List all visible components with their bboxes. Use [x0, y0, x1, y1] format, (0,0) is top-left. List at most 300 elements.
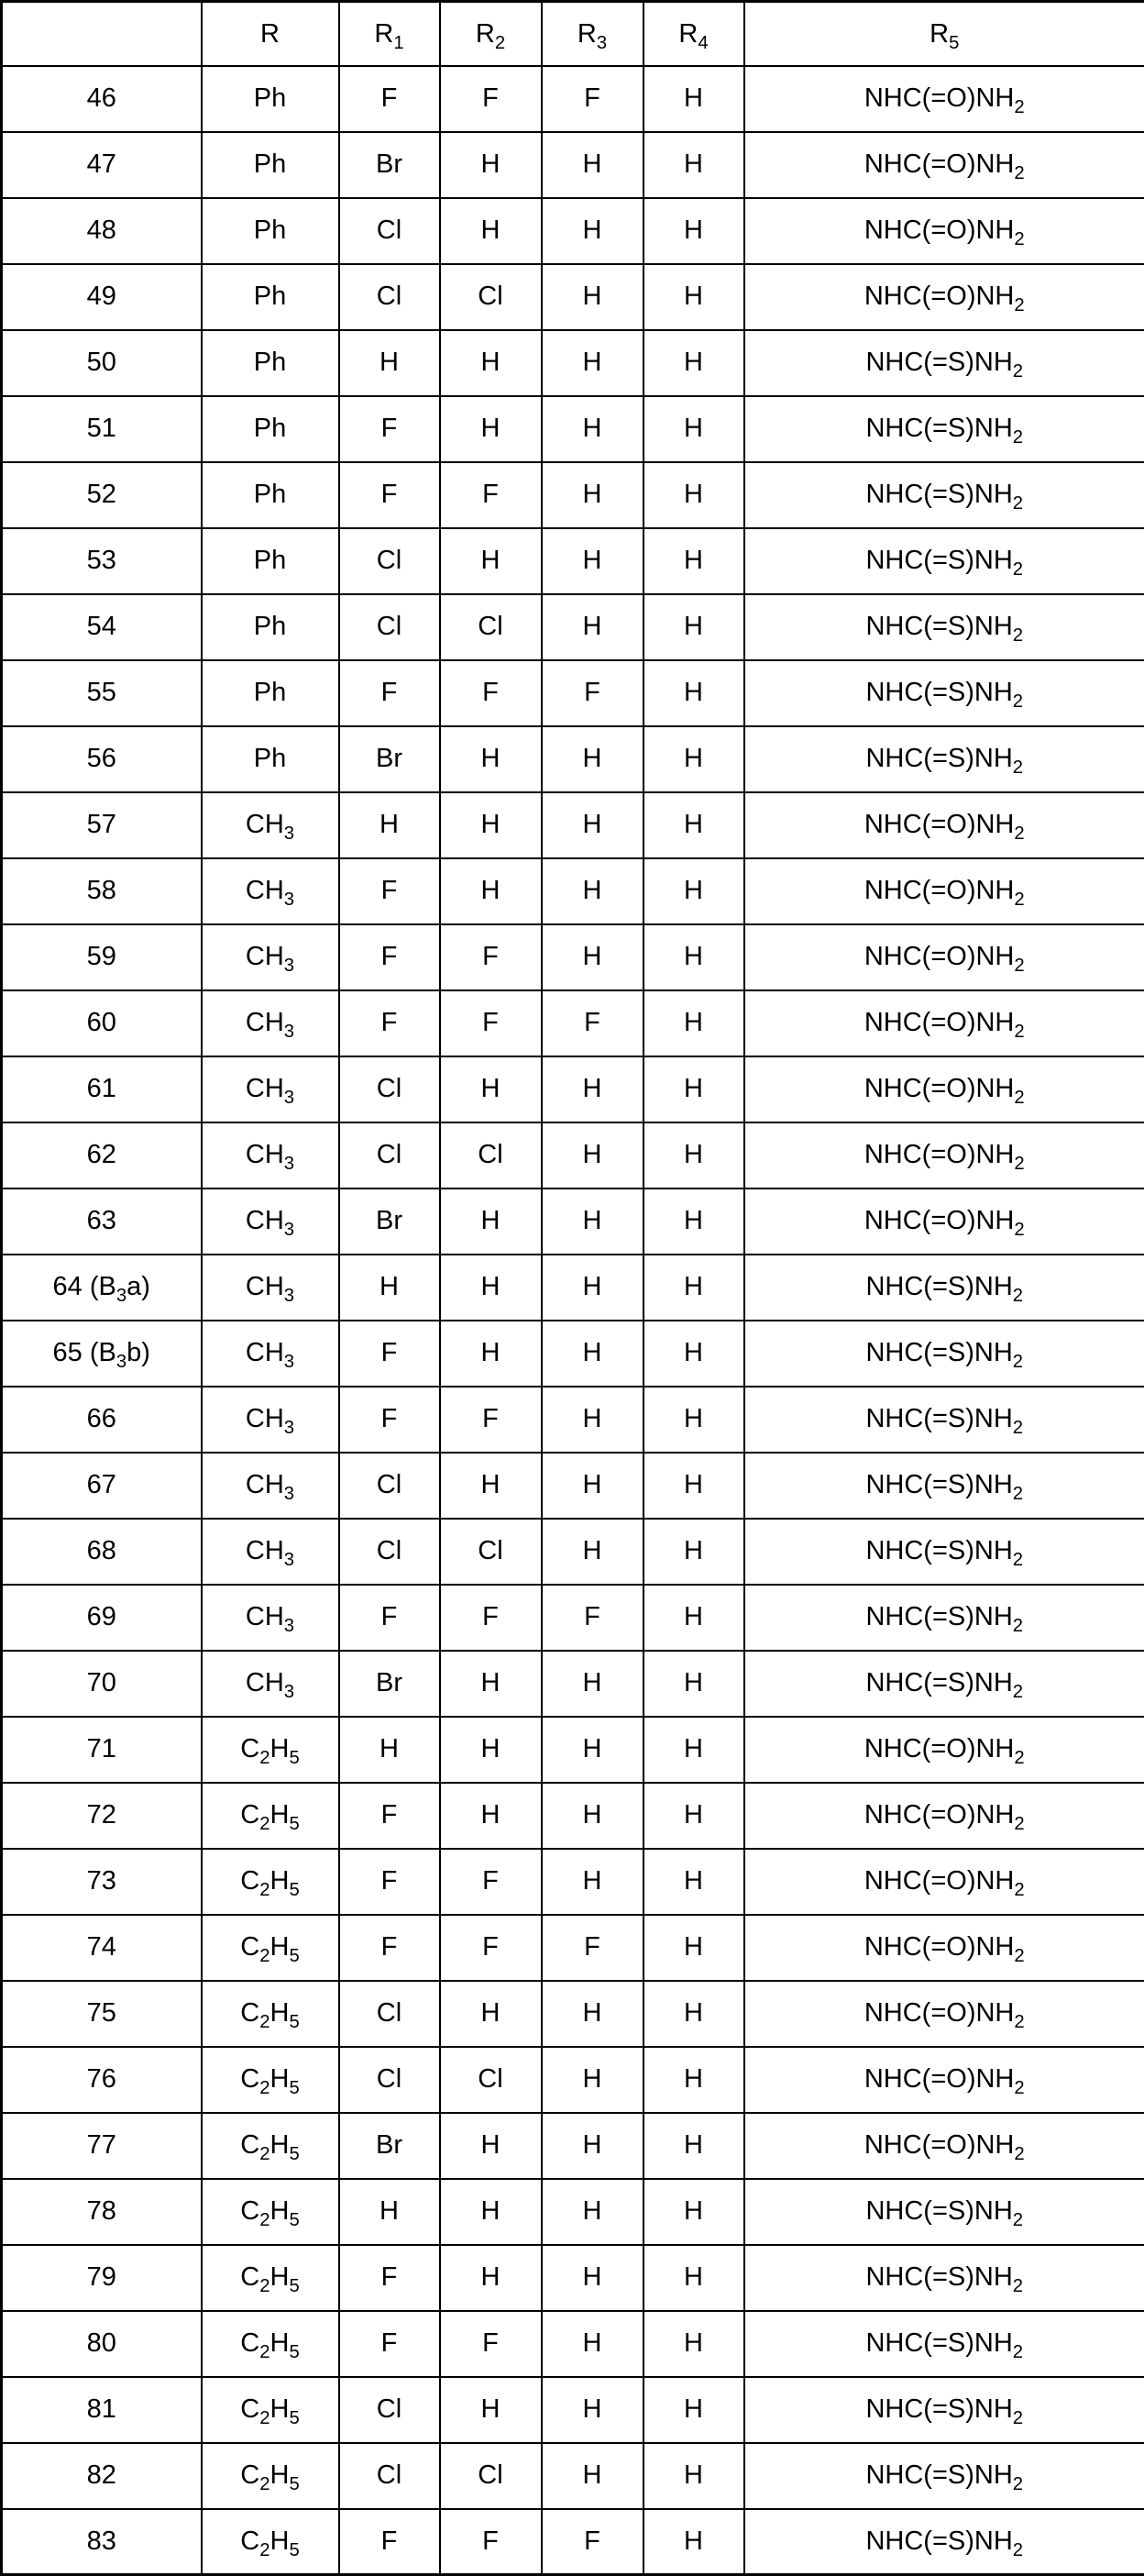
table-row: [2, 2113, 1144, 2179]
cell-r4-value: H: [644, 66, 744, 132]
cell-compound-number: 66: [2, 1387, 202, 1453]
cell-r3-value: H: [542, 1056, 644, 1122]
cell-r2-value: Cl: [440, 264, 542, 330]
cell-r1-value: F: [339, 1585, 440, 1651]
cell-r4-value: H: [644, 1849, 744, 1915]
cell-compound-number: 78: [2, 2179, 202, 2245]
table-row: [2, 264, 1144, 330]
cell-r1-value: H: [339, 1717, 440, 1783]
cell-r2-value: H: [440, 396, 542, 462]
cell-r2-value: H: [440, 1651, 542, 1717]
cell-r-value: Ph: [202, 330, 339, 396]
cell-r3-value: H: [542, 1783, 644, 1849]
cell-r1-value: F: [339, 990, 440, 1056]
cell-r5-value: $NHC(=S)NH_2$: [744, 660, 1144, 726]
cell-r-value: $C_2H_5$: [202, 2509, 339, 2575]
cell-r1-value: F: [339, 2509, 440, 2575]
table-row: [2, 1915, 1144, 1981]
cell-r2-value: H: [440, 198, 542, 264]
table-row: [2, 2047, 1144, 2113]
cell-r2-value: H: [440, 528, 542, 594]
cell-r2-value: F: [440, 2311, 542, 2377]
column-header-r4: $R_4$: [644, 2, 744, 66]
cell-r1-value: F: [339, 858, 440, 924]
cell-compound-number: 82: [2, 2443, 202, 2509]
cell-r3-value: H: [542, 2047, 644, 2113]
cell-r2-value: F: [440, 924, 542, 990]
cell-r5-value: $NHC(=O)NH_2$: [744, 1717, 1144, 1783]
cell-compound-number: 81: [2, 2377, 202, 2443]
cell-r3-value: H: [542, 2311, 644, 2377]
column-header-r1: $R_1$: [339, 2, 440, 66]
table-header: [2, 2, 1144, 66]
cell-r2-value: H: [440, 858, 542, 924]
table-row: [2, 198, 1144, 264]
cell-r3-value: H: [542, 792, 644, 858]
cell-compound-number: 46: [2, 66, 202, 132]
cell-r-value: $C_2H_5$: [202, 1981, 339, 2047]
cell-r-value: $CH_3$: [202, 1122, 339, 1188]
cell-r3-value: H: [542, 264, 644, 330]
cell-compound-number: 55: [2, 660, 202, 726]
cell-r4-value: H: [644, 528, 744, 594]
cell-r1-value: Cl: [339, 1122, 440, 1188]
table-row: [2, 462, 1144, 528]
cell-r5-value: $NHC(=O)NH_2$: [744, 792, 1144, 858]
cell-r3-value: H: [542, 330, 644, 396]
cell-r-value: Ph: [202, 264, 339, 330]
cell-r1-value: Cl: [339, 2047, 440, 2113]
cell-r3-value: H: [542, 528, 644, 594]
cell-r1-value: F: [339, 2311, 440, 2377]
cell-r-value: Ph: [202, 594, 339, 660]
cell-compound-number: 64 $(B_3a)$: [2, 1255, 202, 1321]
cell-r1-value: Cl: [339, 1981, 440, 2047]
cell-r5-value: $NHC(=S)NH_2$: [744, 1321, 1144, 1387]
cell-r2-value: H: [440, 1453, 542, 1519]
cell-compound-number: 60: [2, 990, 202, 1056]
cell-r2-value: H: [440, 2113, 542, 2179]
cell-r4-value: H: [644, 660, 744, 726]
cell-compound-number: 58: [2, 858, 202, 924]
cell-compound-number: 69: [2, 1585, 202, 1651]
cell-r5-value: $NHC(=O)NH_2$: [744, 132, 1144, 198]
cell-r4-value: H: [644, 792, 744, 858]
cell-r4-value: H: [644, 1981, 744, 2047]
cell-r-value: $C_2H_5$: [202, 1717, 339, 1783]
cell-r2-value: H: [440, 1188, 542, 1255]
cell-r3-value: H: [542, 198, 644, 264]
cell-r-value: $C_2H_5$: [202, 1783, 339, 1849]
cell-r1-value: Cl: [339, 2377, 440, 2443]
cell-r-value: Ph: [202, 132, 339, 198]
cell-r5-value: $NHC(=S)NH_2$: [744, 1387, 1144, 1453]
cell-r1-value: Cl: [339, 1519, 440, 1585]
cell-r4-value: H: [644, 330, 744, 396]
cell-r3-value: F: [542, 66, 644, 132]
cell-r1-value: Cl: [339, 594, 440, 660]
cell-r-value: Ph: [202, 462, 339, 528]
table-row: [2, 858, 1144, 924]
cell-r1-value: F: [339, 1915, 440, 1981]
cell-r-value: $CH_3$: [202, 1519, 339, 1585]
cell-r1-value: F: [339, 66, 440, 132]
cell-r4-value: H: [644, 198, 744, 264]
cell-r2-value: H: [440, 1056, 542, 1122]
cell-r5-value: $NHC(=O)NH_2$: [744, 1849, 1144, 1915]
cell-r5-value: $NHC(=S)NH_2$: [744, 1585, 1144, 1651]
cell-r3-value: H: [542, 1122, 644, 1188]
cell-r1-value: F: [339, 924, 440, 990]
cell-r5-value: $NHC(=S)NH_2$: [744, 2245, 1144, 2311]
cell-r4-value: H: [644, 1651, 744, 1717]
cell-r3-value: H: [542, 2443, 644, 2509]
cell-r-value: $C_2H_5$: [202, 2311, 339, 2377]
cell-r2-value: Cl: [440, 1122, 542, 1188]
cell-r3-value: F: [542, 2509, 644, 2575]
cell-r2-value: H: [440, 1783, 542, 1849]
cell-r3-value: F: [542, 1585, 644, 1651]
table-row: [2, 330, 1144, 396]
cell-r1-value: Cl: [339, 198, 440, 264]
cell-r-value: $CH_3$: [202, 924, 339, 990]
cell-compound-number: 71: [2, 1717, 202, 1783]
cell-r4-value: H: [644, 1783, 744, 1849]
cell-r5-value: $NHC(=O)NH_2$: [744, 1056, 1144, 1122]
cell-r2-value: F: [440, 1387, 542, 1453]
cell-r1-value: F: [339, 462, 440, 528]
cell-r-value: Ph: [202, 528, 339, 594]
cell-r5-value: $NHC(=O)NH_2$: [744, 66, 1144, 132]
table-row: [2, 1321, 1144, 1387]
cell-compound-number: 52: [2, 462, 202, 528]
cell-r3-value: F: [542, 660, 644, 726]
cell-r4-value: H: [644, 2047, 744, 2113]
table-row: [2, 1849, 1144, 1915]
cell-r3-value: H: [542, 462, 644, 528]
cell-r2-value: Cl: [440, 2047, 542, 2113]
cell-r5-value: $NHC(=O)NH_2$: [744, 1915, 1144, 1981]
cell-r5-value: $NHC(=S)NH_2$: [744, 1519, 1144, 1585]
cell-r4-value: H: [644, 726, 744, 792]
table-row: [2, 1056, 1144, 1122]
cell-r1-value: F: [339, 1783, 440, 1849]
cell-r3-value: H: [542, 594, 644, 660]
table-row: [2, 2245, 1144, 2311]
cell-r4-value: H: [644, 1585, 744, 1651]
cell-r2-value: H: [440, 2245, 542, 2311]
cell-r5-value: $NHC(=S)NH_2$: [744, 1651, 1144, 1717]
cell-r4-value: H: [644, 1188, 744, 1255]
cell-r4-value: H: [644, 1915, 744, 1981]
table-row: [2, 1122, 1144, 1188]
cell-r5-value: $NHC(=O)NH_2$: [744, 1122, 1144, 1188]
cell-r1-value: Cl: [339, 2443, 440, 2509]
table-row: [2, 792, 1144, 858]
cell-r2-value: F: [440, 66, 542, 132]
cell-r4-value: H: [644, 1519, 744, 1585]
cell-r1-value: H: [339, 330, 440, 396]
table-body: [2, 66, 1144, 2575]
cell-r2-value: F: [440, 462, 542, 528]
cell-r5-value: $NHC(=S)NH_2$: [744, 462, 1144, 528]
cell-compound-number: 83: [2, 2509, 202, 2575]
cell-r1-value: Cl: [339, 1453, 440, 1519]
cell-r2-value: H: [440, 330, 542, 396]
cell-r4-value: H: [644, 2311, 744, 2377]
cell-compound-number: 49: [2, 264, 202, 330]
cell-r-value: $CH_3$: [202, 990, 339, 1056]
cell-compound-number: 51: [2, 396, 202, 462]
cell-r2-value: H: [440, 2179, 542, 2245]
table-row: [2, 2311, 1144, 2377]
cell-r3-value: F: [542, 1915, 644, 1981]
cell-r3-value: H: [542, 1188, 644, 1255]
cell-r4-value: H: [644, 132, 744, 198]
cell-r-value: $CH_3$: [202, 1453, 339, 1519]
cell-r5-value: $NHC(=S)NH_2$: [744, 330, 1144, 396]
cell-r1-value: Br: [339, 726, 440, 792]
cell-r2-value: H: [440, 1255, 542, 1321]
cell-r3-value: H: [542, 1321, 644, 1387]
cell-compound-number: 47: [2, 132, 202, 198]
table-row: [2, 594, 1144, 660]
cell-r2-value: F: [440, 1915, 542, 1981]
cell-r5-value: $NHC(=O)NH_2$: [744, 198, 1144, 264]
cell-r4-value: H: [644, 1717, 744, 1783]
table-row: [2, 1651, 1144, 1717]
cell-r4-value: H: [644, 2113, 744, 2179]
cell-r5-value: $NHC(=S)NH_2$: [744, 2377, 1144, 2443]
cell-r5-value: $NHC(=O)NH_2$: [744, 1981, 1144, 2047]
cell-compound-number: 70: [2, 1651, 202, 1717]
cell-r3-value: H: [542, 2377, 644, 2443]
cell-compound-number: 73: [2, 1849, 202, 1915]
cell-r2-value: H: [440, 1981, 542, 2047]
cell-compound-number: 54: [2, 594, 202, 660]
cell-r-value: $CH_3$: [202, 1188, 339, 1255]
column-header-r2: $R_2$: [440, 2, 542, 66]
cell-r1-value: Cl: [339, 1056, 440, 1122]
cell-r4-value: H: [644, 924, 744, 990]
cell-r4-value: H: [644, 2245, 744, 2311]
table-row: [2, 1453, 1144, 1519]
cell-compound-number: 76: [2, 2047, 202, 2113]
cell-compound-number: 65 $(B_3b)$: [2, 1321, 202, 1387]
cell-compound-number: 77: [2, 2113, 202, 2179]
cell-r5-value: $NHC(=S)NH_2$: [744, 2311, 1144, 2377]
cell-r5-value: $NHC(=S)NH_2$: [744, 2509, 1144, 2575]
cell-r4-value: H: [644, 264, 744, 330]
cell-r4-value: H: [644, 2443, 744, 2509]
cell-r5-value: $NHC(=S)NH_2$: [744, 2179, 1144, 2245]
cell-r3-value: H: [542, 1519, 644, 1585]
cell-r3-value: H: [542, 1387, 644, 1453]
cell-r5-value: $NHC(=S)NH_2$: [744, 1255, 1144, 1321]
cell-r1-value: Br: [339, 2113, 440, 2179]
table-row: [2, 396, 1144, 462]
cell-r2-value: H: [440, 726, 542, 792]
cell-r4-value: H: [644, 1387, 744, 1453]
cell-r4-value: H: [644, 1056, 744, 1122]
cell-r2-value: Cl: [440, 1519, 542, 1585]
cell-r-value: $CH_3$: [202, 858, 339, 924]
cell-r5-value: $NHC(=O)NH_2$: [744, 990, 1144, 1056]
cell-r-value: $C_2H_5$: [202, 2377, 339, 2443]
cell-r-value: $CH_3$: [202, 792, 339, 858]
cell-r-value: Ph: [202, 660, 339, 726]
cell-r-value: $C_2H_5$: [202, 1915, 339, 1981]
cell-compound-number: 59: [2, 924, 202, 990]
cell-r2-value: F: [440, 990, 542, 1056]
table-row: [2, 1981, 1144, 2047]
cell-r3-value: F: [542, 990, 644, 1056]
cell-r5-value: $NHC(=S)NH_2$: [744, 396, 1144, 462]
cell-r-value: $CH_3$: [202, 1056, 339, 1122]
cell-compound-number: 72: [2, 1783, 202, 1849]
cell-r3-value: H: [542, 132, 644, 198]
cell-r1-value: F: [339, 1321, 440, 1387]
cell-r5-value: $NHC(=S)NH_2$: [744, 726, 1144, 792]
cell-r-value: Ph: [202, 66, 339, 132]
cell-r-value: $C_2H_5$: [202, 2443, 339, 2509]
table-row: [2, 1387, 1144, 1453]
cell-r-value: Ph: [202, 198, 339, 264]
cell-r1-value: H: [339, 1255, 440, 1321]
cell-r-value: Ph: [202, 396, 339, 462]
cell-r-value: $C_2H_5$: [202, 2113, 339, 2179]
cell-r5-value: $NHC(=S)NH_2$: [744, 528, 1144, 594]
cell-r5-value: $NHC(=O)NH_2$: [744, 1783, 1144, 1849]
cell-r3-value: H: [542, 924, 644, 990]
cell-compound-number: 79: [2, 2245, 202, 2311]
cell-r4-value: H: [644, 990, 744, 1056]
table-row: [2, 66, 1144, 132]
cell-r1-value: Cl: [339, 264, 440, 330]
cell-compound-number: 61: [2, 1056, 202, 1122]
cell-r1-value: Br: [339, 1651, 440, 1717]
cell-r-value: $C_2H_5$: [202, 2047, 339, 2113]
table-row: [2, 1519, 1144, 1585]
cell-r2-value: F: [440, 660, 542, 726]
cell-r-value: $CH_3$: [202, 1321, 339, 1387]
cell-r4-value: H: [644, 462, 744, 528]
cell-r1-value: F: [339, 1387, 440, 1453]
cell-r-value: $CH_3$: [202, 1387, 339, 1453]
cell-compound-number: 68: [2, 1519, 202, 1585]
cell-compound-number: 57: [2, 792, 202, 858]
cell-r5-value: $NHC(=S)NH_2$: [744, 1453, 1144, 1519]
cell-r2-value: Cl: [440, 594, 542, 660]
cell-r3-value: H: [542, 858, 644, 924]
cell-r2-value: H: [440, 792, 542, 858]
cell-r4-value: H: [644, 1122, 744, 1188]
cell-r-value: $C_2H_5$: [202, 2245, 339, 2311]
cell-r1-value: Br: [339, 132, 440, 198]
cell-r1-value: H: [339, 792, 440, 858]
column-header-compound-number: [2, 2, 202, 66]
table-row: [2, 2179, 1144, 2245]
table-row: [2, 660, 1144, 726]
cell-r-value: $CH_3$: [202, 1651, 339, 1717]
column-header-r5: $R_5$: [744, 2, 1144, 66]
cell-r5-value: $NHC(=O)NH_2$: [744, 2113, 1144, 2179]
cell-r5-value: $NHC(=O)NH_2$: [744, 2047, 1144, 2113]
cell-r1-value: F: [339, 1849, 440, 1915]
table-row: [2, 1717, 1144, 1783]
table-row: [2, 528, 1144, 594]
cell-r5-value: $NHC(=S)NH_2$: [744, 594, 1144, 660]
table-row: [2, 924, 1144, 990]
cell-r3-value: H: [542, 1981, 644, 2047]
cell-r2-value: Cl: [440, 2443, 542, 2509]
cell-r2-value: F: [440, 1849, 542, 1915]
cell-r-value: $C_2H_5$: [202, 1849, 339, 1915]
cell-r5-value: $NHC(=O)NH_2$: [744, 858, 1144, 924]
cell-r3-value: H: [542, 1849, 644, 1915]
cell-r4-value: H: [644, 396, 744, 462]
cell-r-value: Ph: [202, 726, 339, 792]
table-row: [2, 1188, 1144, 1255]
cell-r4-value: H: [644, 2377, 744, 2443]
table-row: [2, 2377, 1144, 2443]
cell-r4-value: H: [644, 2179, 744, 2245]
cell-r-value: $CH_3$: [202, 1585, 339, 1651]
cell-r5-value: $NHC(=O)NH_2$: [744, 1188, 1144, 1255]
cell-r3-value: H: [542, 2113, 644, 2179]
cell-r4-value: H: [644, 1255, 744, 1321]
cell-r4-value: H: [644, 594, 744, 660]
cell-compound-number: 75: [2, 1981, 202, 2047]
cell-r5-value: $NHC(=O)NH_2$: [744, 264, 1144, 330]
cell-compound-number: 48: [2, 198, 202, 264]
cell-r4-value: H: [644, 1453, 744, 1519]
cell-compound-number: 80: [2, 2311, 202, 2377]
table-header-row: [2, 2, 1144, 66]
cell-r2-value: H: [440, 1321, 542, 1387]
cell-r3-value: H: [542, 396, 644, 462]
cell-compound-number: 67: [2, 1453, 202, 1519]
table-row: [2, 1783, 1144, 1849]
cell-compound-number: 62: [2, 1122, 202, 1188]
cell-r1-value: Br: [339, 1188, 440, 1255]
cell-r3-value: H: [542, 1717, 644, 1783]
cell-r5-value: $NHC(=O)NH_2$: [744, 924, 1144, 990]
cell-r2-value: H: [440, 2377, 542, 2443]
column-header-r: R: [202, 2, 339, 66]
cell-r2-value: F: [440, 2509, 542, 2575]
cell-r3-value: H: [542, 1453, 644, 1519]
cell-r2-value: H: [440, 1717, 542, 1783]
cell-r3-value: H: [542, 2245, 644, 2311]
cell-compound-number: 50: [2, 330, 202, 396]
cell-r5-value: $NHC(=S)NH_2$: [744, 2443, 1144, 2509]
table-row: [2, 726, 1144, 792]
cell-r4-value: H: [644, 1321, 744, 1387]
table-row: [2, 2443, 1144, 2509]
cell-r2-value: F: [440, 1585, 542, 1651]
cell-r3-value: H: [542, 726, 644, 792]
cell-r4-value: H: [644, 858, 744, 924]
cell-r1-value: F: [339, 2245, 440, 2311]
cell-compound-number: 74: [2, 1915, 202, 1981]
cell-r1-value: Cl: [339, 528, 440, 594]
cell-r1-value: F: [339, 396, 440, 462]
cell-r-value: $C_2H_5$: [202, 2179, 339, 2245]
cell-r2-value: H: [440, 132, 542, 198]
cell-r3-value: H: [542, 1651, 644, 1717]
cell-compound-number: 63: [2, 1188, 202, 1255]
